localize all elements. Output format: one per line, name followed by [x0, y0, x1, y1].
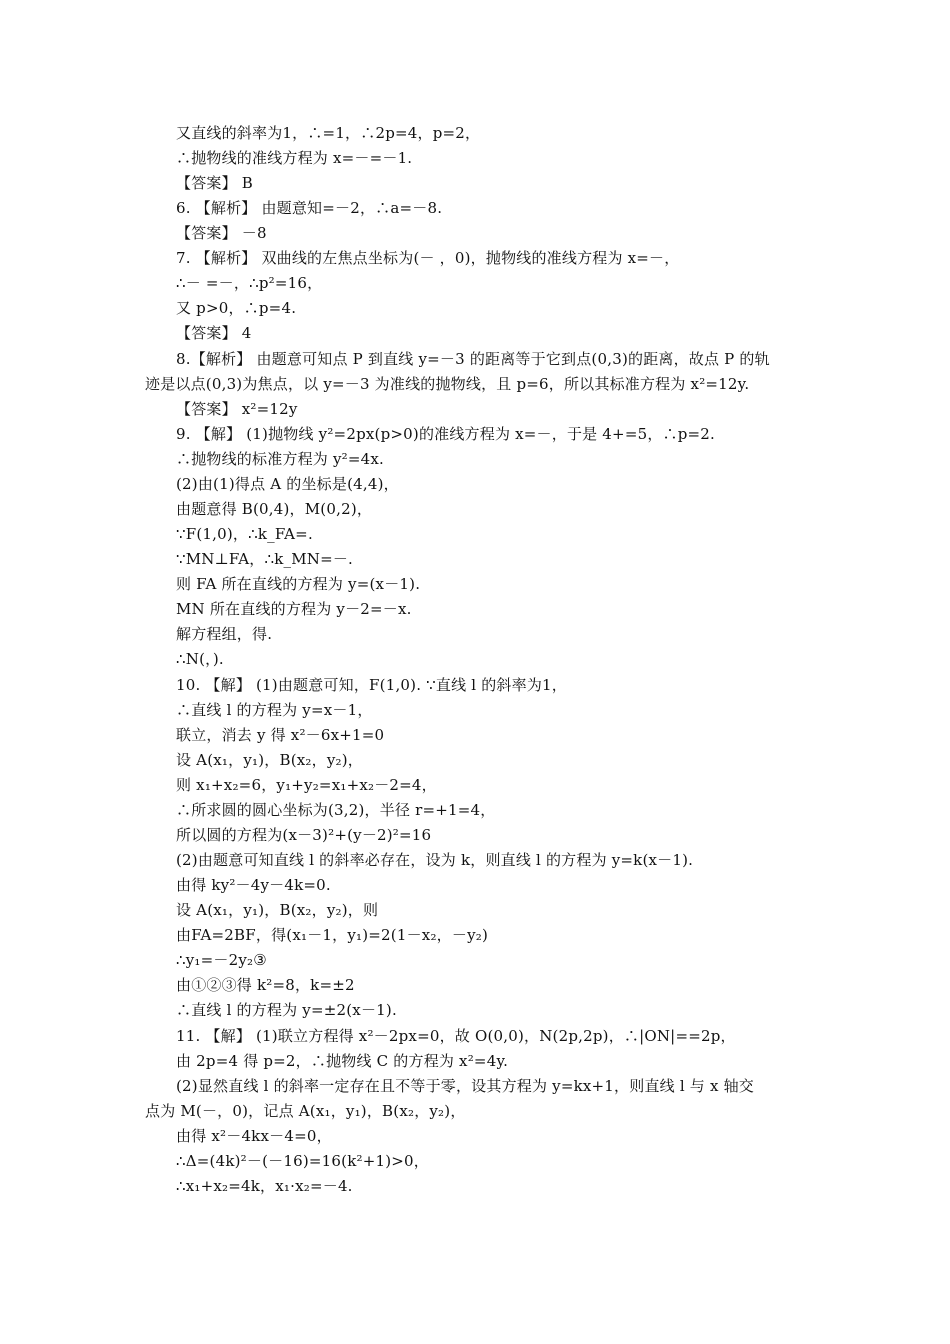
text-line: ∵F(1,0)，∴k_FA=. [176, 525, 313, 543]
text-line: (2)由(1)得点 A 的坐标是(4,4)， [176, 475, 399, 493]
text-line: 11. 【解】 (1)联立方程得 x²－2px=0，故 O(0,0)，N(2p,2p)，∴|ON|==2p， [176, 1027, 736, 1045]
text-line: 8.【解析】 由题意可知点 P 到直线 y=－3 的距离等于它到点(0,3)的距离，故点 P 的轨 [176, 350, 770, 368]
text-line: ∴－ =－，∴p²=16， [176, 274, 323, 292]
text-line: 【答案】 x²=12y [176, 400, 298, 418]
text-line: MN 所在直线的方程为 y－2=－x. [176, 600, 412, 618]
text-line: 由①②③得 k²=8，k=±2 [176, 976, 355, 994]
text-line: ∴抛物线的准线方程为 x=－=－1. [176, 149, 413, 167]
text-line: 则 x₁+x₂=6，y₁+y₂=x₁+x₂－2=4， [176, 776, 437, 794]
text-line: 解方程组，得. [176, 625, 273, 643]
text-line: 设 A(x₁，y₁)，B(x₂，y₂)，则 [176, 901, 379, 919]
text-line: 由FA=2BF，得(x₁－1，y₁)=2(1－x₂，－y₂) [176, 926, 489, 944]
text-line: (2)由题意可知直线 l 的斜率必存在，设为 k，则直线 l 的方程为 y=k(x－1). [176, 851, 694, 869]
text-line: 由得 x²－4kx－4=0， [176, 1127, 332, 1145]
text-line: ∴Δ=(4k)²－(－16)=16(k²+1)>0， [176, 1152, 429, 1170]
text-line: (2)显然直线 l 的斜率一定存在且不等于零，设其方程为 y=kx+1，则直线 l 与 x 轴交 [176, 1077, 754, 1095]
text-line: 【答案】 B [176, 174, 253, 192]
text-line: 由题意得 B(0,4)，M(0,2)， [176, 500, 373, 518]
text-line: 由 2p=4 得 p=2，∴抛物线 C 的方程为 x²=4y. [176, 1052, 509, 1070]
text-line: 所以圆的方程为(x－3)²+(y－2)²=16 [176, 826, 432, 844]
text-line: 9. 【解】 (1)抛物线 y²=2px(p>0)的准线方程为 x=－，于是 4+=5，∴p=2. [176, 425, 716, 443]
text-line: 【答案】 －8 [176, 224, 267, 242]
text-line: 联立，消去 y 得 x²－6x+1=0 [176, 726, 385, 744]
text-line: 由得 ky²－4y－4k=0. [176, 876, 331, 894]
text-line: 设 A(x₁，y₁)，B(x₂，y₂)， [176, 751, 363, 769]
text-line: 10. 【解】 (1)由题意可知，F(1,0). ∵直线 l 的斜率为1， [176, 676, 567, 694]
text-line: ∵MN⊥FA，∴k_MN=－. [176, 550, 354, 568]
text-line: ∴x₁+x₂=4k，x₁·x₂=－4. [176, 1177, 353, 1195]
text-line: 7. 【解析】 双曲线的左焦点坐标为(－ ，0)，抛物线的准线方程为 x=－， [176, 249, 680, 267]
text-line: ∴所求圆的圆心坐标为(3,2)，半径 r=+1=4， [176, 801, 496, 819]
text-line: ∴直线 l 的方程为 y=±2(x－1). [176, 1001, 397, 1019]
text-line: 迹是以点(0,3)为焦点，以 y=－3 为准线的抛物线，且 p=6，所以其标准方程为 x²=12y. [145, 375, 750, 393]
text-line: ∴直线 l 的方程为 y=x－1， [176, 701, 373, 719]
text-line: ∴N(，). [176, 650, 224, 668]
text-line: ∴y₁=－2y₂③ [176, 951, 267, 969]
text-line: 则 FA 所在直线的方程为 y=(x－1). [176, 575, 421, 593]
text-line: 又直线的斜率为1，∴=1，∴2p=4，p=2， [176, 124, 481, 142]
text-line: 【答案】 4 [176, 324, 252, 342]
text-line: 点为 M(－，0)，记点 A(x₁，y₁)，B(x₂，y₂)， [145, 1102, 466, 1120]
text-line: 又 p>0，∴p=4. [176, 299, 297, 317]
text-line: ∴抛物线的标准方程为 y²=4x. [176, 450, 384, 468]
text-line: 6. 【解析】 由题意知=－2，∴a=－8. [176, 199, 443, 217]
